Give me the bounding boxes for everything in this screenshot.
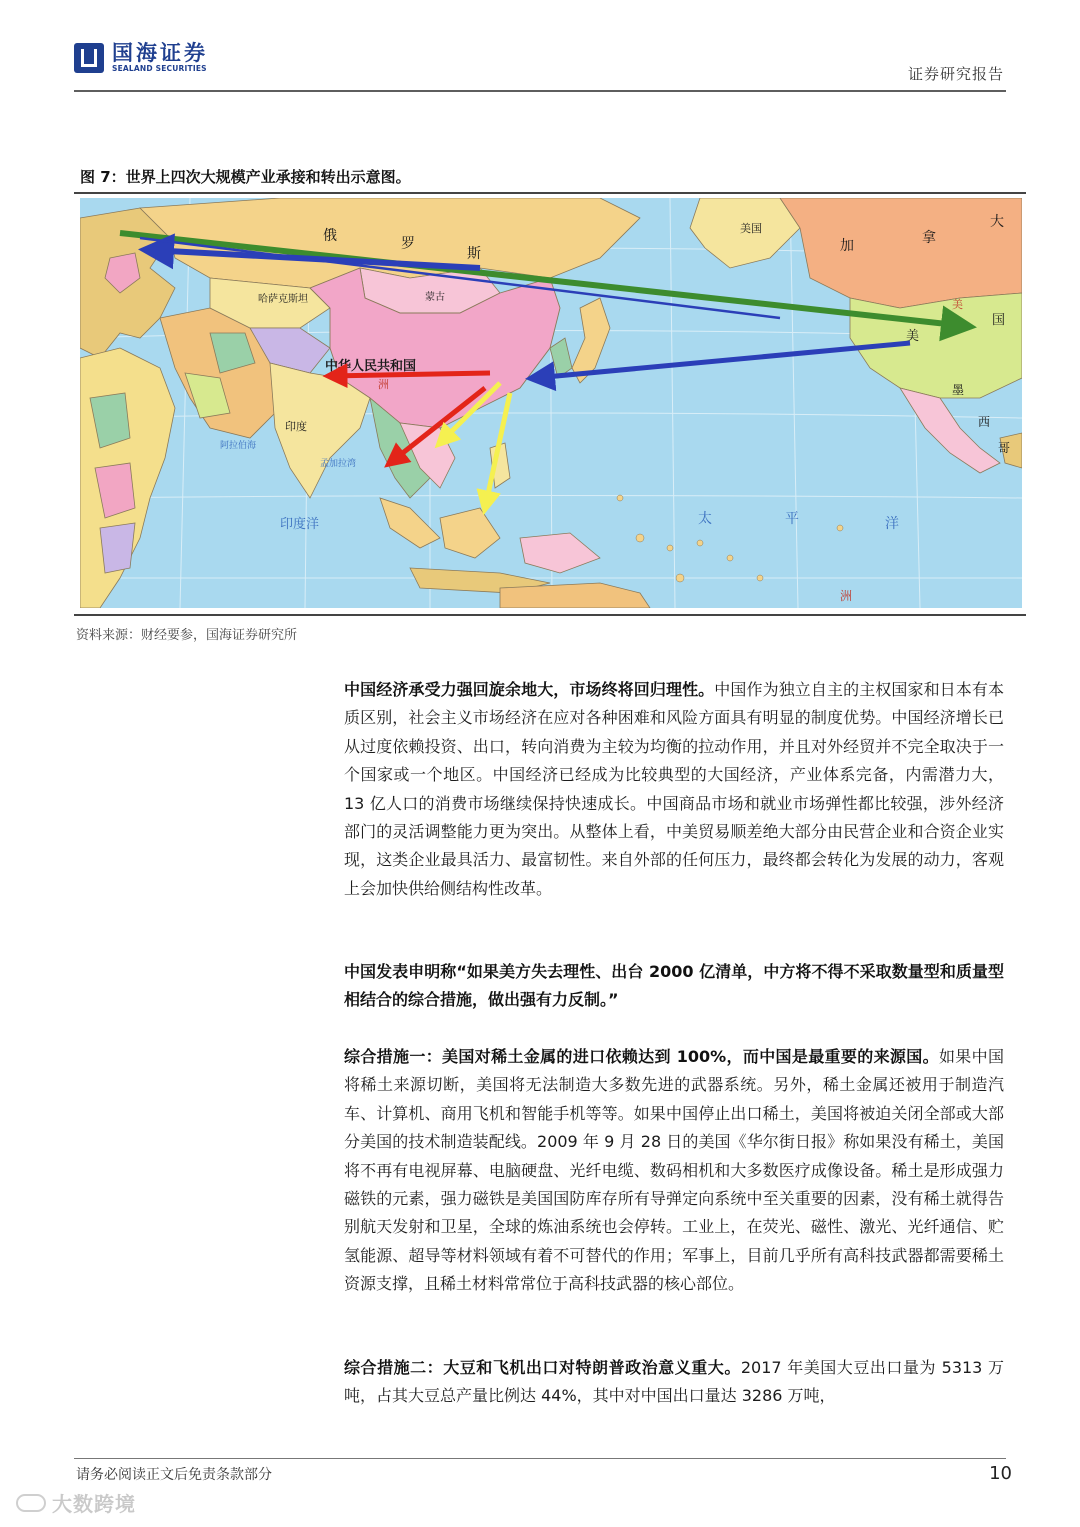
label-usa-3: 美: [906, 328, 920, 343]
header-divider: [74, 90, 1006, 92]
label-indian-ocean: 印度洋: [280, 516, 320, 531]
logo-chinese-name: 国海证券: [112, 41, 208, 65]
watermark-text: 大数跨境: [52, 1492, 136, 1516]
label-mexico-2: 西: [978, 415, 991, 429]
paragraph-1-text: 中国作为独立自主的主权国家和日本有本质区别，社会主义市场经济在应对各种困难和风险方面具有明显的制度优势。中国经济增长已从过度依赖投资、出口，转向消费为主较为均衡的拉动作用，并且对外经贸并不完全取决于一个国家或一个地区。中国经济已经成为比较典型的大国经济，产业体系完备，内需潜力大，13 亿人口的消费市场继续保持快速成长。中国商品市场和就业市场弹性都比较强，涉外经济部门的灵活调整能力更为突出。从整体上看，中美贸易顺差绝大部分由民营企业和合资企业实现，这类企业最具活力、最富韧性。来自外部的任何压力，最终都会转化为发展的动力，客观上会加快供给侧结构性改革。: [344, 680, 1004, 898]
paragraph-3-text: 如果中国将稀土来源切断，美国将无法制造大多数先进的武器系统。另外，稀土金属还被用于制造汽车、计算机、商用飞机和智能手机等等。如果中国停止出口稀土，美国将被迫关闭全部或大部分美国的技术制造装配线。2009 年 9 月 28 日的美国《华尔街日报》称如果没有稀土，美国将不再有电视屏幕、电脑硬盘、光纤电缆、数码相机和大多数医疗成像设备。稀土是形成强力磁铁的元素，强力磁铁是美国国防库存所有导弹定向系统中至关重要的因素，没有稀土就得告别航天发射和卫星，全球的炼油系统也会停转。工业上，在荧光、磁性、激光、光纤通信、贮氢能源、超导等材料领域有着不可替代的作用；军事上，目前几乎所有高科技武器都需要稀土资源支撑，且稀土材料常常位于高科技武器的核心部位。: [344, 1047, 1004, 1294]
label-india: 印度: [285, 421, 307, 433]
figure-bottom-rule: [74, 614, 1026, 616]
company-logo: [74, 42, 208, 73]
label-pacific-2: 平: [785, 510, 799, 526]
label-pacific-3: 洋: [885, 515, 899, 531]
paragraph-4: [344, 1354, 1004, 1411]
label-mexico-3: 哥: [998, 441, 1011, 455]
paragraph-1-lead: 中国经济承受力强回旋余地大，市场终将回归理性。: [344, 680, 715, 699]
arrow-japan-to-china: [330, 373, 490, 376]
label-usa-1: 美: [952, 299, 963, 311]
logo-icon: [74, 43, 104, 73]
label-mexico-1: 墨: [952, 383, 965, 397]
figure-top-rule: [74, 192, 1026, 194]
map-svg: [80, 198, 1022, 608]
watermark-icon: [16, 1494, 46, 1512]
watermark: [16, 1488, 136, 1517]
label-pacific-1: 太: [698, 510, 712, 526]
paragraph-4-lead: 综合措施二：大豆和飞机出口对特朗普政治意义重大。: [344, 1358, 741, 1377]
label-bay-of-bengal: 孟加拉湾: [320, 458, 357, 468]
label-kazakhstan: 哈萨克斯坦: [258, 294, 308, 305]
label-canada-2: 拿: [922, 229, 936, 245]
label-arabian-sea: 阿拉伯海: [220, 440, 257, 450]
label-russia-2: 罗: [401, 235, 415, 251]
label-usa-2: 国: [992, 312, 1006, 327]
figure-source: 资料来源：财经要参，国海证券研究所: [76, 628, 298, 643]
figure-caption: 图 7：世界上四次大规模产业承接和转出示意图。: [80, 168, 411, 186]
label-canada-1: 加: [840, 237, 854, 253]
label-russia-3: 斯: [467, 245, 481, 261]
paragraph-1: [344, 676, 1004, 903]
label-russia-1: 俄: [323, 227, 337, 243]
paragraph-2-lead: 中国发表申明称“如果美方失去理性、出台 2000 亿清单，中方将不得不采取数量型和质量型相结合的综合措施，做出强有力反制。”: [344, 962, 1004, 1010]
page-number: 10: [989, 1463, 1012, 1484]
logo-english-name: SEALAND SECURITIES: [112, 64, 207, 73]
report-type-label: 证券研究报告: [907, 65, 1004, 83]
label-china: 中华人民共和国: [325, 358, 417, 373]
label-alaska: 美国: [740, 223, 762, 235]
footer-divider: [74, 1458, 1006, 1459]
label-asia: 洲: [378, 379, 389, 391]
label-canada-3: 大: [990, 213, 1004, 229]
world-map-figure: [80, 198, 1022, 608]
label-mongolia: 蒙古: [425, 292, 445, 303]
disclaimer-note: 请务必阅读正文后免责条款部分: [76, 1467, 272, 1483]
label-oceania: 洲: [840, 589, 853, 603]
paragraph-4-text: 2017 年美国大豆出口量为 5313 万吨，占其大豆总产量比例达 44%，其中对中国出口量达 3286 万吨，: [344, 1358, 1004, 1406]
paragraph-2: [344, 958, 1004, 1015]
paragraph-3: [344, 1043, 1004, 1299]
paragraph-3-lead: 综合措施一：美国对稀土金属的进口依赖达到 100%，而中国是最重要的来源国。: [344, 1047, 939, 1066]
page-header: [74, 40, 1006, 90]
